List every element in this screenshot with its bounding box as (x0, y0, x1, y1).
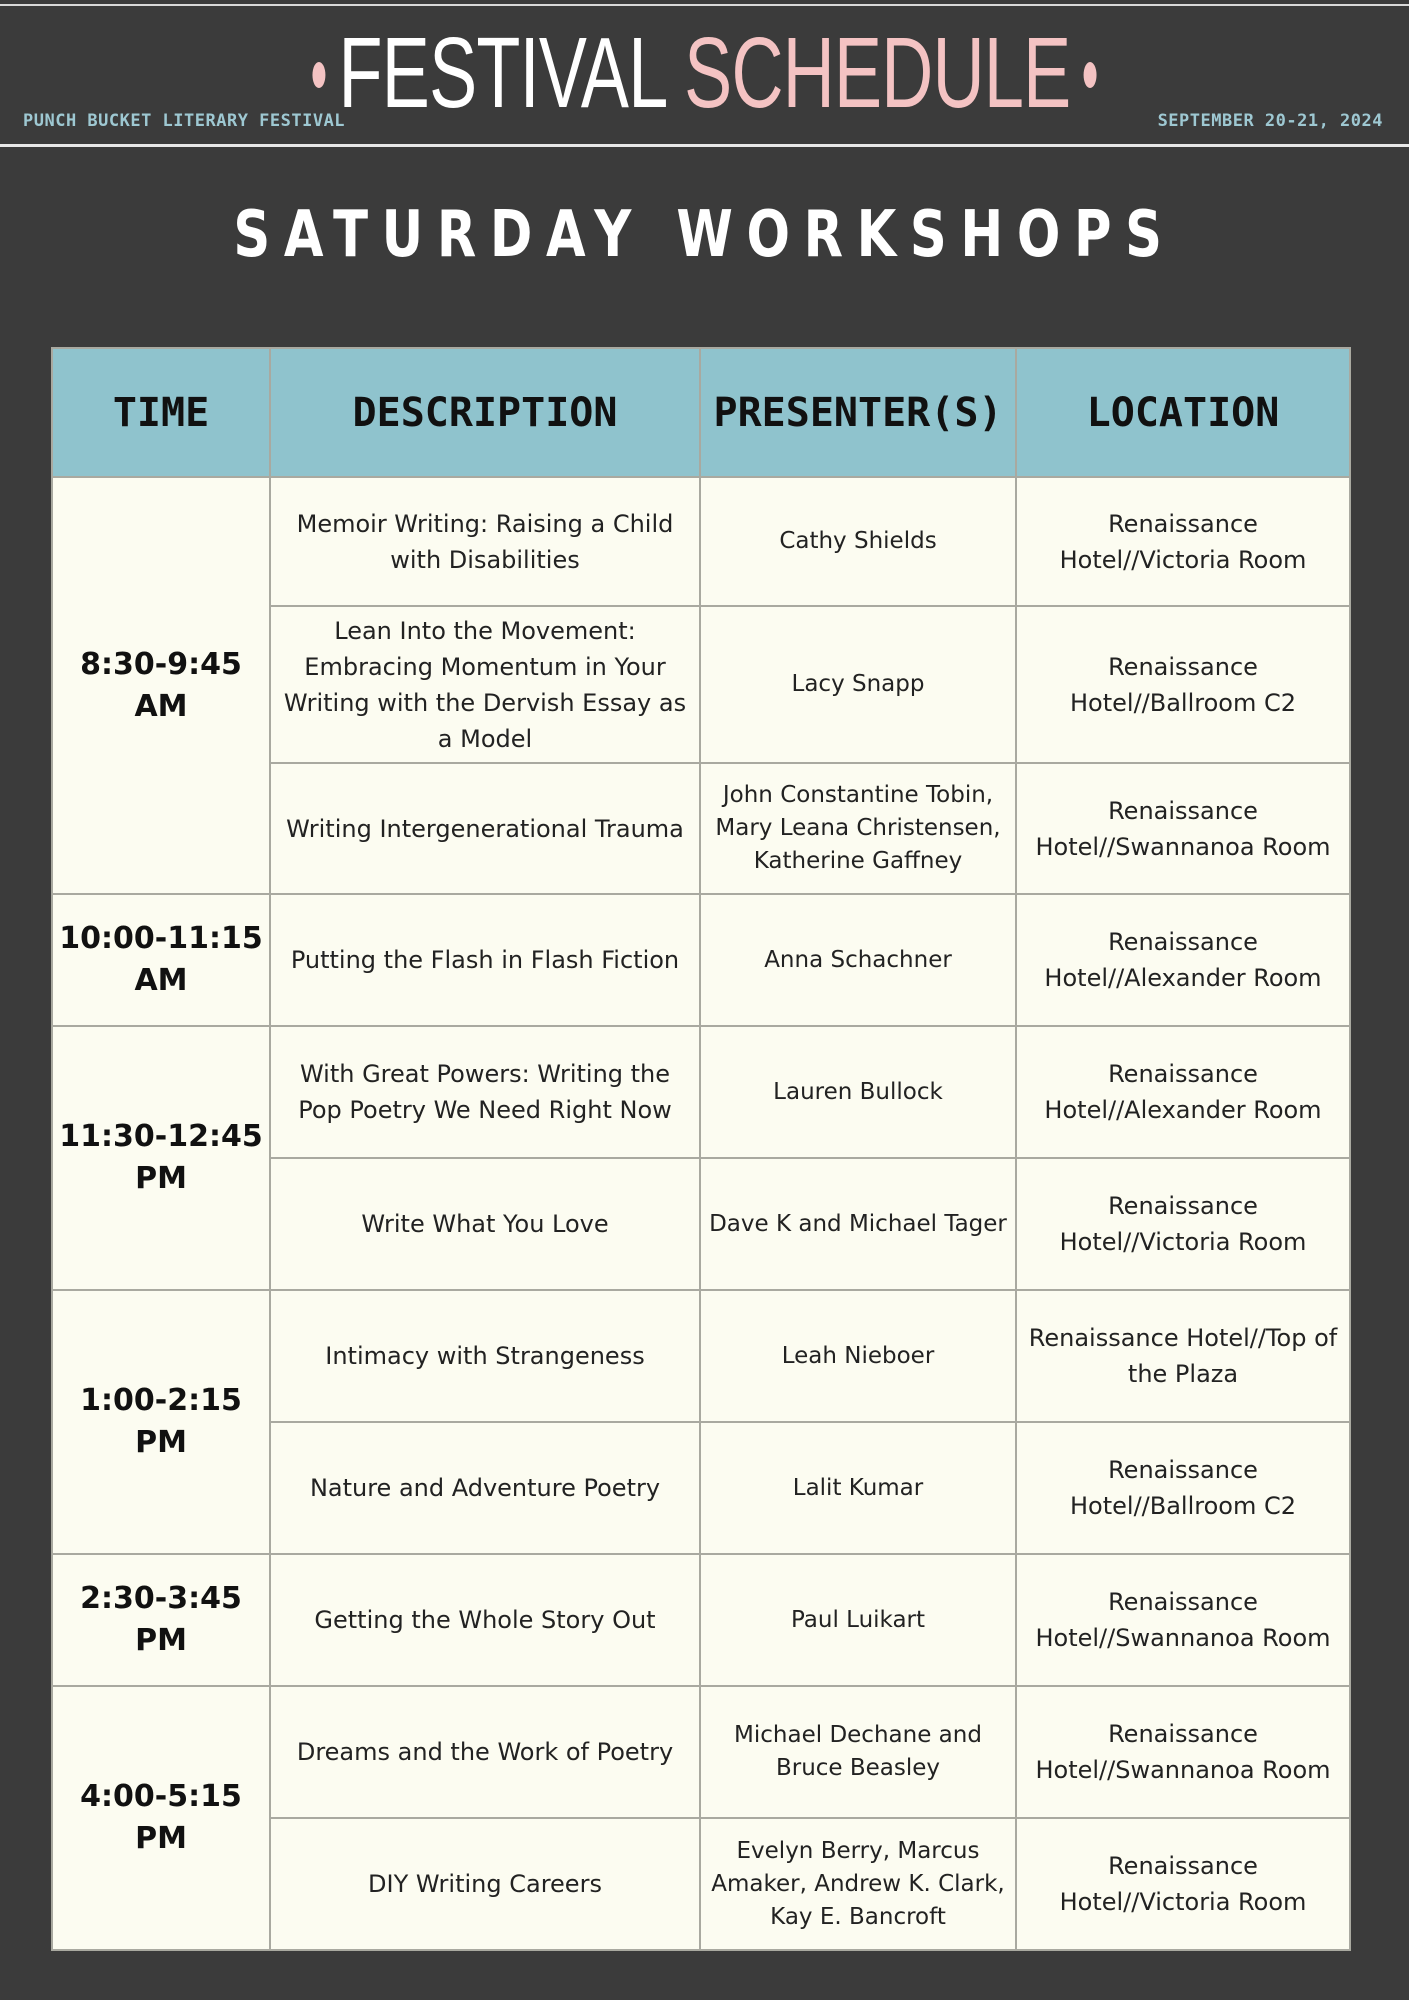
presenter-cell: Dave K and Michael Tager (700, 1158, 1016, 1290)
presenter-cell: Michael Dechane and Bruce Beasley (700, 1686, 1016, 1818)
location-cell: Renaissance Hotel//Victoria Room (1016, 477, 1350, 606)
presenter-cell: Paul Luikart (700, 1554, 1016, 1686)
presenter-cell: Anna Schachner (700, 894, 1016, 1026)
festival-dates: SEPTEMBER 20-21, 2024 (1157, 111, 1383, 131)
description-cell: Dreams and the Work of Poetry (270, 1686, 700, 1818)
location-cell: Renaissance Hotel//Victoria Room (1016, 1158, 1350, 1290)
location-cell: Renaissance Hotel//Top of the Plaza (1016, 1290, 1350, 1422)
table-row (52, 1026, 1350, 1158)
title-word-schedule: SCHEDULE (684, 17, 1071, 129)
table-row (52, 1686, 1350, 1818)
title-word-festival: FESTIVAL (338, 17, 665, 129)
bullet-dot-icon (1083, 62, 1096, 88)
time-slot-cell: 2:30-3:45 PM (52, 1554, 270, 1686)
presenter-cell: Lauren Bullock (700, 1026, 1016, 1158)
festival-name: PUNCH BUCKET LITERARY FESTIVAL (23, 111, 346, 131)
table-row (52, 1290, 1350, 1422)
time-slot-cell: 4:00-5:15 PM (52, 1686, 270, 1950)
time-slot-cell: 1:00-2:15 PM (52, 1290, 270, 1554)
location-cell: Renaissance Hotel//Swannanoa Room (1016, 763, 1350, 894)
description-cell: Nature and Adventure Poetry (270, 1422, 700, 1554)
schedule-table (51, 347, 1351, 1951)
header-divider (0, 144, 1409, 147)
description-cell: With Great Powers: Writing the Pop Poetry We Need Right Now (270, 1026, 700, 1158)
section-title: SATURDAY WORKSHOPS (233, 198, 1176, 272)
time-slot-cell: 11:30-12:45 PM (52, 1026, 270, 1290)
page-title (197, 18, 1211, 128)
description-cell: Memoir Writing: Raising a Child with Disabilities (270, 477, 700, 606)
location-cell: Renaissance Hotel//Victoria Room (1016, 1818, 1350, 1950)
location-cell: Renaissance Hotel//Ballroom C2 (1016, 606, 1350, 763)
table-row (52, 1554, 1350, 1686)
presenter-cell: Leah Nieboer (700, 1290, 1016, 1422)
column-header-location: LOCATION (1016, 348, 1350, 477)
table-row (52, 894, 1350, 1026)
description-cell: Write What You Love (270, 1158, 700, 1290)
location-cell: Renaissance Hotel//Swannanoa Room (1016, 1686, 1350, 1818)
time-slot-cell: 10:00-11:15 AM (52, 894, 270, 1026)
table-header-row (52, 348, 1350, 477)
top-rule (0, 4, 1409, 6)
location-cell: Renaissance Hotel//Ballroom C2 (1016, 1422, 1350, 1554)
description-cell: Putting the Flash in Flash Fiction (270, 894, 700, 1026)
location-cell: Renaissance Hotel//Alexander Room (1016, 894, 1350, 1026)
description-cell: Getting the Whole Story Out (270, 1554, 700, 1686)
bullet-dot-icon (313, 62, 326, 88)
column-header-description: DESCRIPTION (270, 348, 700, 477)
presenter-cell: John Constantine Tobin, Mary Leana Christensen, Katherine Gaffney (700, 763, 1016, 894)
description-cell: Lean Into the Movement: Embracing Momentum in Your Writing with the Dervish Essay as a Model (270, 606, 700, 763)
description-cell: DIY Writing Careers (270, 1818, 700, 1950)
table-row (52, 477, 1350, 606)
presenter-cell: Cathy Shields (700, 477, 1016, 606)
location-cell: Renaissance Hotel//Swannanoa Room (1016, 1554, 1350, 1686)
description-cell: Writing Intergenerational Trauma (270, 763, 700, 894)
column-header-presenters: PRESENTER(S) (700, 348, 1016, 477)
description-cell: Intimacy with Strangeness (270, 1290, 700, 1422)
presenter-cell: Lacy Snapp (700, 606, 1016, 763)
time-slot-cell: 8:30-9:45 AM (52, 477, 270, 894)
presenter-cell: Evelyn Berry, Marcus Amaker, Andrew K. Clark, Kay E. Bancroft (700, 1818, 1016, 1950)
presenter-cell: Lalit Kumar (700, 1422, 1016, 1554)
column-header-time: TIME (52, 348, 270, 477)
location-cell: Renaissance Hotel//Alexander Room (1016, 1026, 1350, 1158)
